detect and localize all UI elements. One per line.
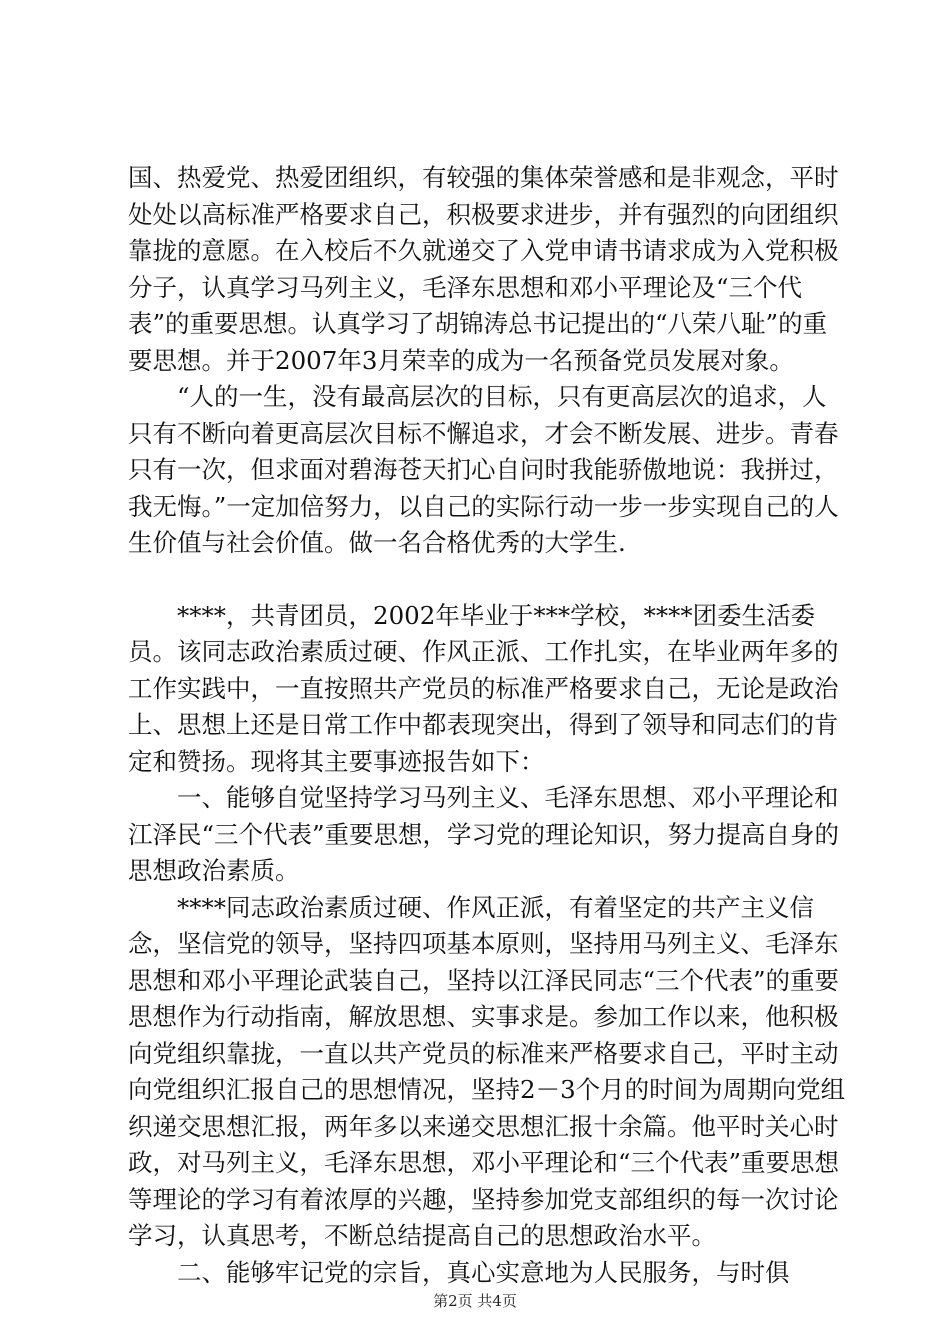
paragraph-5: ****同志政治素质过硬、作风正派，有着坚定的共产主义信念，坚信党的领导，坚持四项基本原则，坚持用马列主义、毛泽东思想和邓小平理论武装自己，坚持以江泽民同志“三个代表”的重要思想作为行动指南，解放思想、实事求是。参加工作以来，他积极向党组织靠拢，一直以共产党员的标准来严格要求自己，平时主动向党组织汇报自己的思想情况，坚持2－3个月的时间为周期向党组织递交思想汇报，两年多以来递交思想汇报十余篇。他平时关心时政，对马列主义，毛泽东思想，邓小平理论和“三个代表”重要思想等理论的学习有着浓厚的兴趣，坚持参加党支部组织的每一次讨论学习，认真思考，不断总结提高自己的思想政治水平。 — [128, 892, 846, 1250]
paragraph-3: ****，共青团员，2002年毕业于***学校，****团委生活委员。该同志政治素质过硬、作风正派、工作扎实，在毕业两年多的工作实践中，一直按照共产党员的标准严格要求自己，无论是政治上、思想上还是日常工作中都表现突出，得到了领导和同志们的肯定和赞扬。现将其主要事迹报告如下： — [128, 600, 839, 776]
paragraph-gap — [128, 562, 848, 598]
paragraph-1: 国、热爱党、热爱团组织，有较强的集体荣誉感和是非观念，平时处处以高标准严格要求自己，积极要求进步，并有强烈的向团组织靠拢的意愿。在入校后不久就递交了入党申请书请求成为入党积极分子，认真学习马列主义，毛泽东思想和邓小平理论及“三个代表”的重要思想。认真学习了胡锦涛总书记提出的“八荣八耻”的重要思想。并于2007年3月荣幸的成为一名预备党员发展对象。 — [128, 163, 839, 375]
paragraph-2: “人的一生，没有最高层次的目标，只有更高层次的追求，人只有不断向着更高层次目标不懈追求，才会不断发展、进步。青春只有一次，但求面对碧海苍天扪心自问时我能骄傲地说：我拼过，我无悔。”一定加倍努力，以自己的实际行动一步一步实现自己的人生价值与社会价值。做一名合格优秀的大学生. — [128, 382, 839, 557]
document-body — [128, 160, 848, 1291]
paragraph-4: 一、能够自觉坚持学习马列主义、毛泽东思想、邓小平理论和江泽民“三个代表”重要思想，学习党的理论知识，努力提高自身的思想政治素质。 — [128, 783, 840, 885]
page-footer: 第2页 共4页 — [433, 1292, 517, 1310]
paragraph-6: 二、能够牢记党的宗旨，真心实意地为人民服务，与时俱 — [128, 1257, 790, 1287]
